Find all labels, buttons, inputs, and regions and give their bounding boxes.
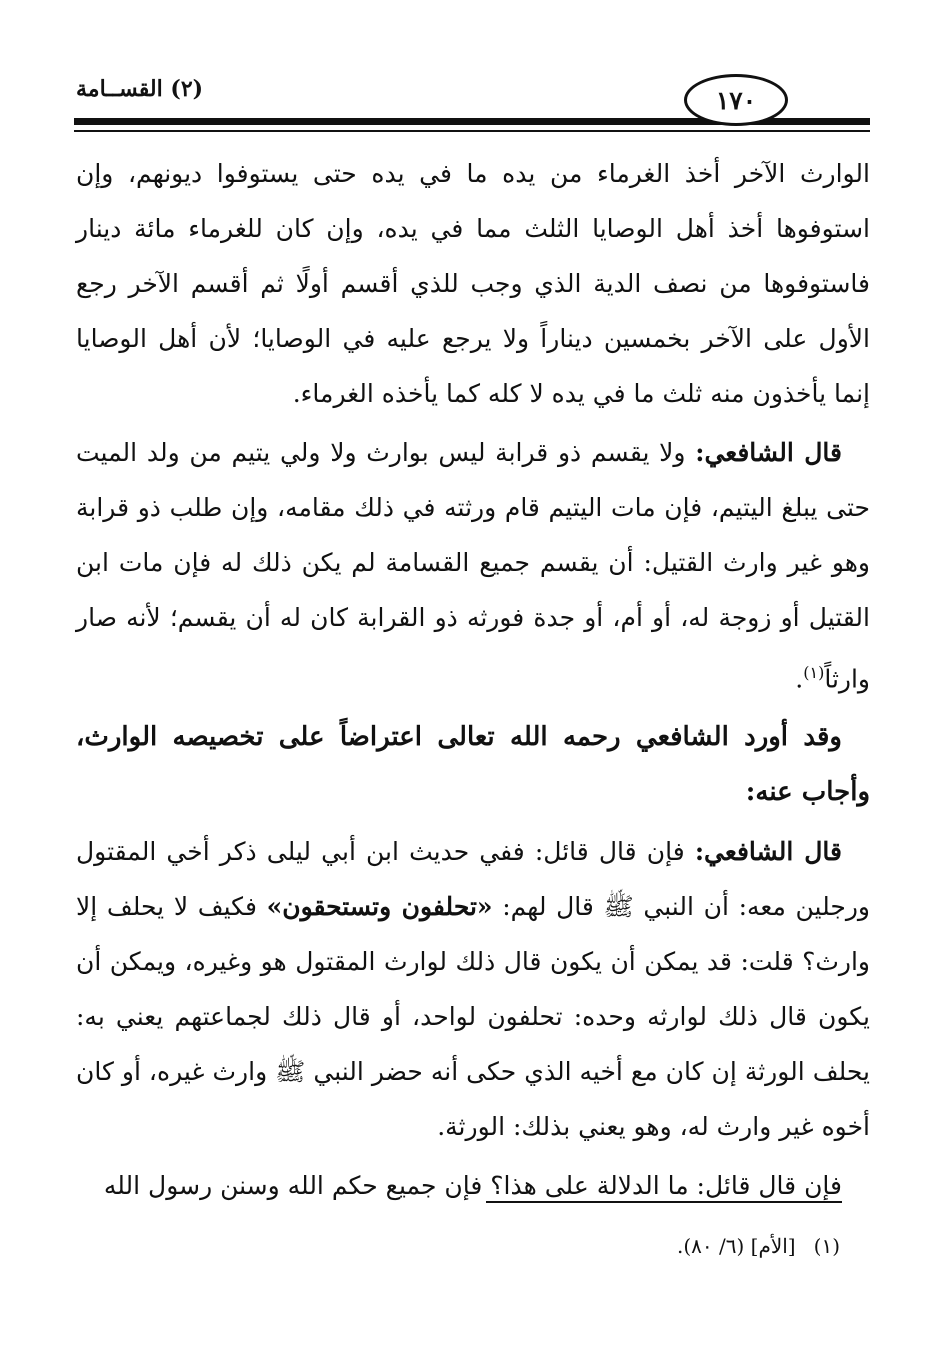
speaker-label: قال الشافعي: — [695, 438, 842, 467]
running-title: (٢) القســامة — [76, 76, 204, 102]
heading-text: وقد أورد الشافعي رحمه الله تعالى اعتراضاً على تخصيصه الوارث، وأجاب عنه: — [76, 722, 870, 808]
paragraph-text-continued: فكيف لا يحلف إلا وارث؟ قلت: قد يمكن أن يكون قال ذلك لوارث المقتول هو وغيره، ويمكن أن يكون قال ذلك لوارثه وحده: تحلفون لواحد، أو قال ذلك لجماعتهم يعني به: يحلف الورثة إن كان مع أخيه الذي حكى أنه حضر النبي ﷺ وارث غيره، أو كان أخوه غير وارث له، وهو يعني بذلك: الورثة. — [76, 892, 870, 1142]
section-heading — [76, 710, 870, 820]
footnote-divider — [486, 1201, 842, 1203]
paragraph-tail: . — [795, 664, 804, 694]
paragraph-text: ولا يقسم ذو قرابة ليس بوارث ولا ولي يتيم من ولد الميت حتى يبلغ اليتيم، فإن مات اليتيم قام ورثته في ذلك مقامه، وإن طلب ذو قرابة وهو غير وارث القتيل: أن يقسم جميع القسامة لم يكن ذلك له فإن مات ابن القتيل أو زوجة له، أو أم، أو جدة فورثه ذو القرابة كان له أن يقسم؛ لأنه صار وارثاً — [76, 438, 870, 694]
footnote-1 — [500, 1234, 840, 1258]
speaker-label: قال الشافعي: — [694, 837, 842, 867]
paragraph-2 — [76, 425, 870, 706]
header-rule-thin — [74, 130, 870, 132]
paragraph-text: فإن قال قائل: ما الدلالة على هذا؟ فإن جميع حكم الله وسنن رسول الله — [103, 1171, 842, 1201]
footnote-number: (١) — [813, 1234, 840, 1258]
paragraph-text: الوارث الآخر أخذ الغرماء من يده ما في يده حتى يستوفوا ديونهم، وإن استوفوها أخذ أهل الوصايا الثلث مما في يده، وإن كان للغرماء مائة دينار فاستوفوها من نصف الدية الذي وجب للذي أقسم أولًا ثم أقسم الآخر رجع الأول على الآخر بخمسين ديناراً ولا يرجع عليه في الوصايا؛ لأن أهل الوصايا إنما يأخذون منه ثلث ما في يده لا كله كما يأخذه الغرماء. — [76, 159, 870, 408]
footnote-reference: (١) — [803, 663, 825, 682]
page-number: ١٧٠ — [684, 74, 788, 126]
paragraph-1 — [76, 146, 870, 421]
body-text — [76, 146, 870, 1213]
hadith-quote: «تحلفون وتستحقون» — [266, 892, 493, 922]
footnote-text: [الأم] (٦/ ٨٠). — [676, 1234, 796, 1258]
paragraph-4 — [76, 824, 870, 1154]
paragraph-5 — [76, 1158, 870, 1213]
paragraph-text: فإن قال قائل: ففي حديث ابن أبي ليلى ذكر أخي المقتول ورجلين معه: أن النبي ﷺ قال لهم: — [76, 837, 870, 922]
